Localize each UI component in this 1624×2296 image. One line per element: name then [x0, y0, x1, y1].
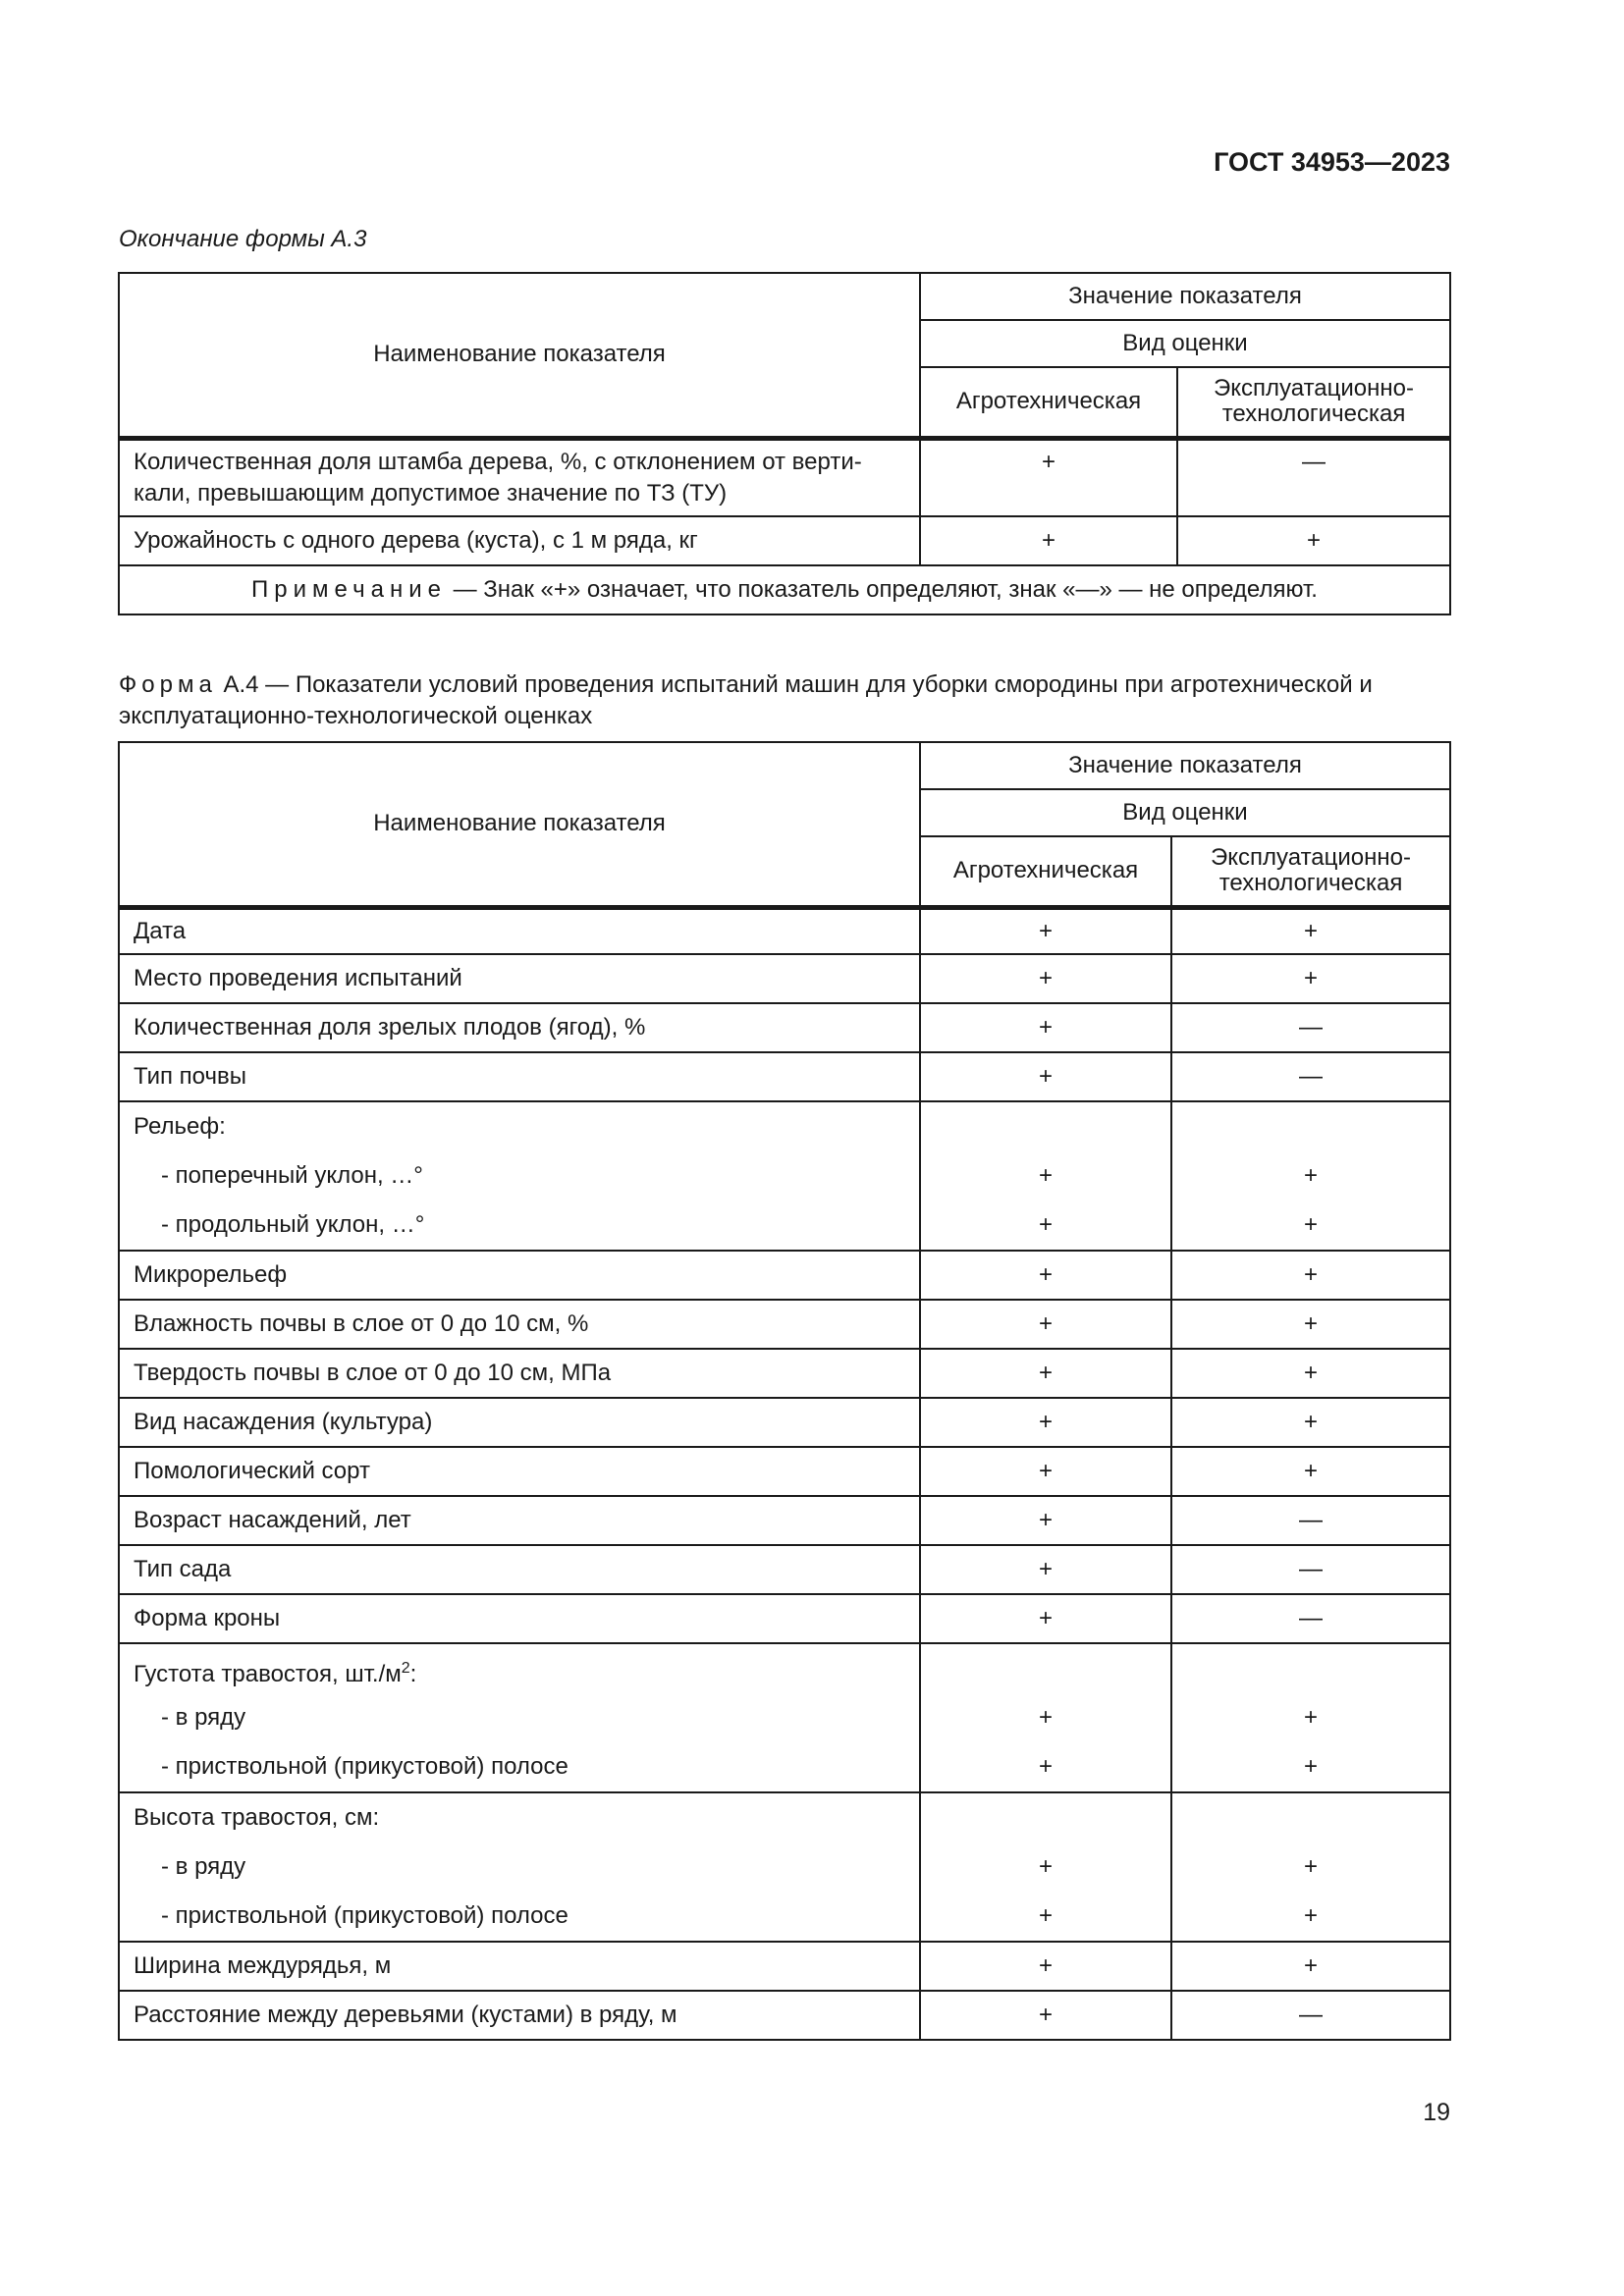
table-row-group: [119, 1643, 1450, 1792]
table-row: [119, 1496, 1450, 1545]
sub-row-name: - приствольной (прикустовой) полосе: [161, 1753, 568, 1780]
table-row: [119, 1447, 1450, 1496]
table-row: [119, 1052, 1450, 1101]
page-number: 19: [1423, 2099, 1450, 2126]
group-title: Рельеф:: [134, 1113, 226, 1140]
table-row: [119, 438, 1450, 516]
header-agrotechnical: Агротехническая: [920, 367, 1177, 438]
row-value-agro: +: [920, 1052, 1171, 1101]
row-value-agro: +: [920, 1398, 1171, 1447]
sub-row-name: - в ряду: [161, 1704, 246, 1731]
row-value-agro: +: [920, 1447, 1171, 1496]
row-value-oper: +: [1171, 1300, 1450, 1349]
table-row: [119, 516, 1450, 565]
row-name: Место проведения испытаний: [119, 954, 920, 1003]
table-row: [119, 1398, 1450, 1447]
row-value-oper: —: [1171, 1003, 1450, 1052]
row-name: Урожайность с одного дерева (куста), с 1 м ряда, кг: [119, 516, 920, 565]
header-indicator-value: Значение показателя: [920, 273, 1450, 320]
row-value-oper: —: [1177, 438, 1450, 516]
header-operational: Эксплуатационно- технологическая: [1177, 367, 1450, 438]
row-value-oper: +: [1171, 1251, 1450, 1300]
table-form-a3-end: [118, 272, 1451, 615]
row-value-agro: +: [920, 954, 1171, 1003]
row-value-agro: + +: [920, 1643, 1171, 1792]
row-value-oper: +: [1171, 1398, 1450, 1447]
row-value-agro: +: [920, 1349, 1171, 1398]
row-value-agro: +: [920, 907, 1171, 954]
row-value-agro: + +: [920, 1101, 1171, 1251]
table-row-group: [119, 1101, 1450, 1251]
header-evaluation-type: Вид оценки: [920, 320, 1450, 367]
group-title: Высота травостоя, см:: [134, 1804, 380, 1831]
row-value-agro: +: [920, 516, 1177, 565]
row-value-oper: +: [1171, 954, 1450, 1003]
table1-caption: Окончание формы А.3: [119, 226, 367, 252]
table-row: [119, 1991, 1450, 2040]
table-row: [119, 954, 1450, 1003]
row-name: Влажность почвы в слое от 0 до 10 см, %: [119, 1300, 920, 1349]
row-value-oper: —: [1171, 1545, 1450, 1594]
row-value-oper: + +: [1171, 1792, 1450, 1942]
row-value-agro: +: [920, 438, 1177, 516]
row-value-agro: +: [920, 1251, 1171, 1300]
table-form-a4: [118, 741, 1451, 2041]
row-value-agro: +: [920, 1942, 1171, 1991]
row-value-oper: +: [1177, 516, 1450, 565]
table-row-group: [119, 1792, 1450, 1942]
table-row: [119, 1942, 1450, 1991]
row-value-oper: —: [1171, 1496, 1450, 1545]
row-value-oper: —: [1171, 1052, 1450, 1101]
header-agrotechnical: Агротехническая: [920, 836, 1171, 907]
row-value-oper: +: [1171, 1447, 1450, 1496]
row-name: Микрорельеф: [119, 1251, 920, 1300]
row-value-agro: +: [920, 1003, 1171, 1052]
row-value-agro: +: [920, 1496, 1171, 1545]
row-name: Дата: [119, 907, 920, 954]
table-row: [119, 907, 1450, 954]
sub-row-name: - поперечный уклон, …°: [161, 1162, 423, 1189]
row-name: Возраст насаждений, лет: [119, 1496, 920, 1545]
header-indicator-name: Наименование показателя: [119, 273, 920, 438]
row-name: Твердость почвы в слое от 0 до 10 см, МПа: [119, 1349, 920, 1398]
row-value-oper: +: [1171, 907, 1450, 954]
table-row: [119, 1003, 1450, 1052]
row-group-name: [119, 1643, 920, 1792]
row-value-agro: +: [920, 1300, 1171, 1349]
row-value-oper: + +: [1171, 1101, 1450, 1251]
header-operational: Эксплуатационно- технологическая: [1171, 836, 1450, 907]
row-group-name: [119, 1101, 920, 1251]
row-name: Помологический сорт: [119, 1447, 920, 1496]
row-value-agro: +: [920, 1594, 1171, 1643]
row-value-oper: —: [1171, 1991, 1450, 2040]
sub-row-name: - продольный уклон, …°: [161, 1211, 425, 1238]
table-note: Примечание — Знак «+» означает, что показатель определяют, знак «—» — не определяют.: [119, 565, 1450, 614]
row-name: Количественная доля зрелых плодов (ягод), %: [119, 1003, 920, 1052]
row-name: Ширина междурядья, м: [119, 1942, 920, 1991]
table-row: [119, 1545, 1450, 1594]
row-name: Вид насаждения (культура): [119, 1398, 920, 1447]
row-name: Расстояние между деревьями (кустами) в ряду, м: [119, 1991, 920, 2040]
header-indicator-name: Наименование показателя: [119, 742, 920, 907]
table-row: [119, 1594, 1450, 1643]
row-name: Форма кроны: [119, 1594, 920, 1643]
standard-number: ГОСТ 34953—2023: [1214, 147, 1450, 177]
row-value-agro: + +: [920, 1792, 1171, 1942]
row-value-oper: —: [1171, 1594, 1450, 1643]
table-row: [119, 1349, 1450, 1398]
header-indicator-value: Значение показателя: [920, 742, 1450, 789]
row-name: Тип почвы: [119, 1052, 920, 1101]
row-value-agro: +: [920, 1545, 1171, 1594]
header-evaluation-type: Вид оценки: [920, 789, 1450, 836]
row-value-oper: +: [1171, 1349, 1450, 1398]
row-name: Тип сада: [119, 1545, 920, 1594]
table-row: [119, 1300, 1450, 1349]
sub-row-name: - в ряду: [161, 1853, 246, 1880]
sub-row-name: - приствольной (прикустовой) полосе: [161, 1902, 568, 1929]
row-value-agro: +: [920, 1991, 1171, 2040]
group-title: Густота травостоя, $шт./м^2$:: [134, 1660, 417, 1687]
row-value-oper: + +: [1171, 1643, 1450, 1792]
row-group-name: [119, 1792, 920, 1942]
table2-caption: Форма А.4 — Показатели условий проведения испытаний машин для уборки смородины при агротехнической и эксплуатационно-технологической оценках: [119, 671, 1373, 729]
table-row: [119, 1251, 1450, 1300]
row-value-oper: +: [1171, 1942, 1450, 1991]
row-name: Количественная доля штамба дерева, %, с отклонением от верти- кали, превышающим допустимое значение по ТЗ (ТУ): [119, 438, 920, 516]
